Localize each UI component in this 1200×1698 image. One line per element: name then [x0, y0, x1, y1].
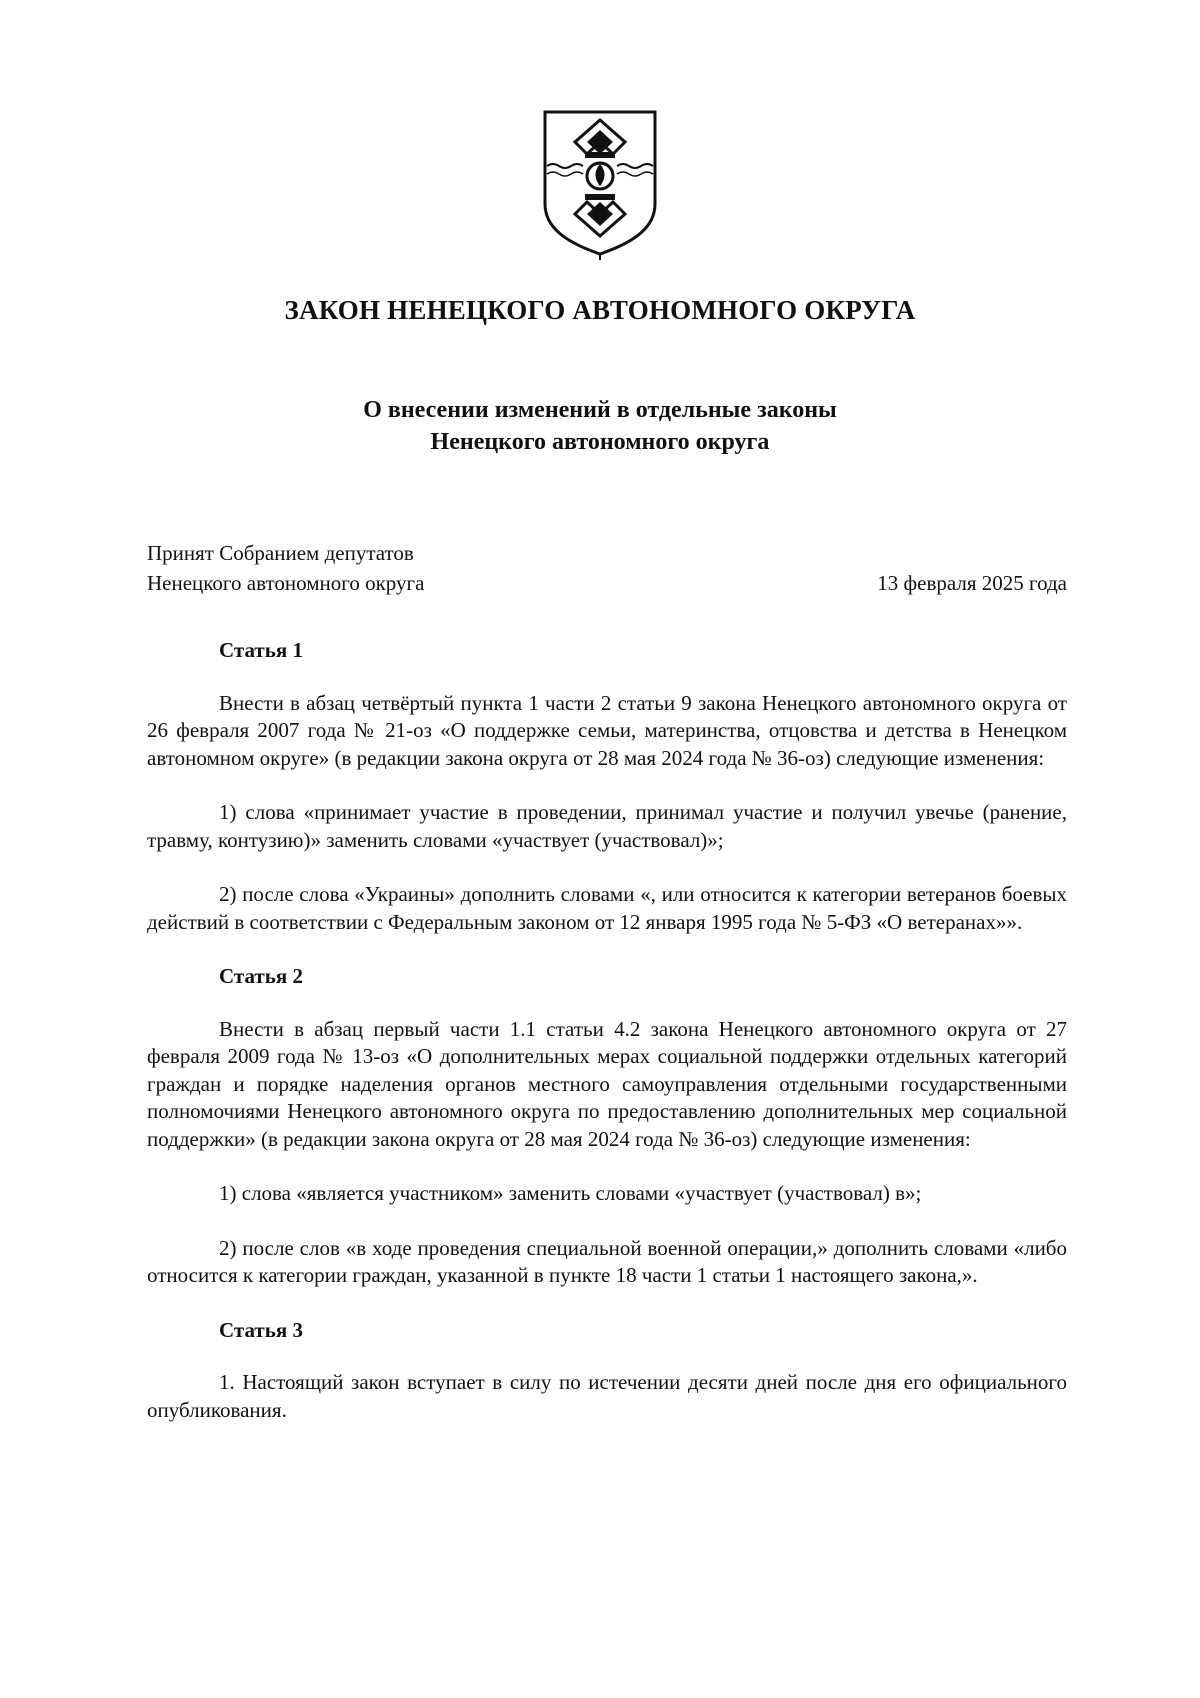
article-1: [147, 637, 1067, 936]
law-subtitle-line-1: О внесении изменений в отдельные законы: [363, 397, 837, 423]
article-paragraph: Внести в абзац первый части 1.1 статьи 4.2 закона Ненецкого автономного округа от 27 февраля 2009 года № 13-оз «О дополнительных мерах социальной поддержки отдельных категорий граждан и порядке наделения органов местного самоуправления отдельными государственными полномочиями Ненецкого автономного округа по предоставлению дополнительных мер социальной поддержки» (в редакции закона округа от 28 мая 2024 года № 36-оз) следующие изменения:: [147, 1016, 1067, 1151]
law-title: ЗАКОН НЕНЕЦКОГО АВТОНОМНОГО ОКРУГА: [284, 295, 916, 325]
article-paragraph: Внести в абзац четвёртый пункта 1 части 2 статьи 9 закона Ненецкого автономного округа от 26 февраля 2007 года № 21-оз «О поддержке семьи, материнства, отцовства и детства в Ненецком автономном округе» (в редакции закона округа от 28 мая 2024 года № 36-оз) следующие изменения:: [147, 690, 1067, 770]
article-paragraph: 1) слова «принимает участие в проведении, принимал участие и получил увечье (ранение, травму, контузию)» заменить словами «участвует (участвовал)»;: [147, 800, 1067, 852]
law-subtitle-line-2: Ненецкого автономного округа: [430, 429, 770, 455]
law-subtitle: [0, 394, 1200, 458]
adopted-by-line-2: Ненецкого автономного округа: [147, 571, 425, 595]
article-paragraph: 2) после слов «в ходе проведения специальной военной операции,» дополнить словами «либо относится к категории граждан, указанной в пункте 18 части 1 статьи 1 настоящего закона,».: [147, 1235, 1067, 1287]
adoption-block: [147, 538, 1067, 598]
coat-of-arms-icon: [541, 108, 659, 260]
article-2: [147, 963, 1067, 1290]
adoption-date: 13 февраля 2025 года: [877, 571, 1067, 595]
article-heading: Статья 2: [219, 964, 303, 988]
article-paragraph: 1. Настоящий закон вступает в силу по истечении десяти дней после дня его официального опубликования.: [147, 1370, 1067, 1422]
article-paragraph: 2) после слова «Украины» дополнить словами «, или относится к категории ветеранов боевых действий в соответствии с Федеральным законом от 12 января 1995 года № 5-ФЗ «О ветеранах»».: [147, 882, 1067, 934]
article-paragraph: 1) слова «является участником» заменить словами «участвует (участвовал) в»;: [219, 1181, 922, 1205]
article-heading: Статья 1: [219, 638, 303, 662]
law-body: [147, 637, 1067, 1451]
article-heading: Статья 3: [219, 1317, 303, 1342]
article-3: [147, 1317, 1067, 1425]
adopted-by-line-1: Принят Собранием депутатов: [147, 541, 414, 565]
